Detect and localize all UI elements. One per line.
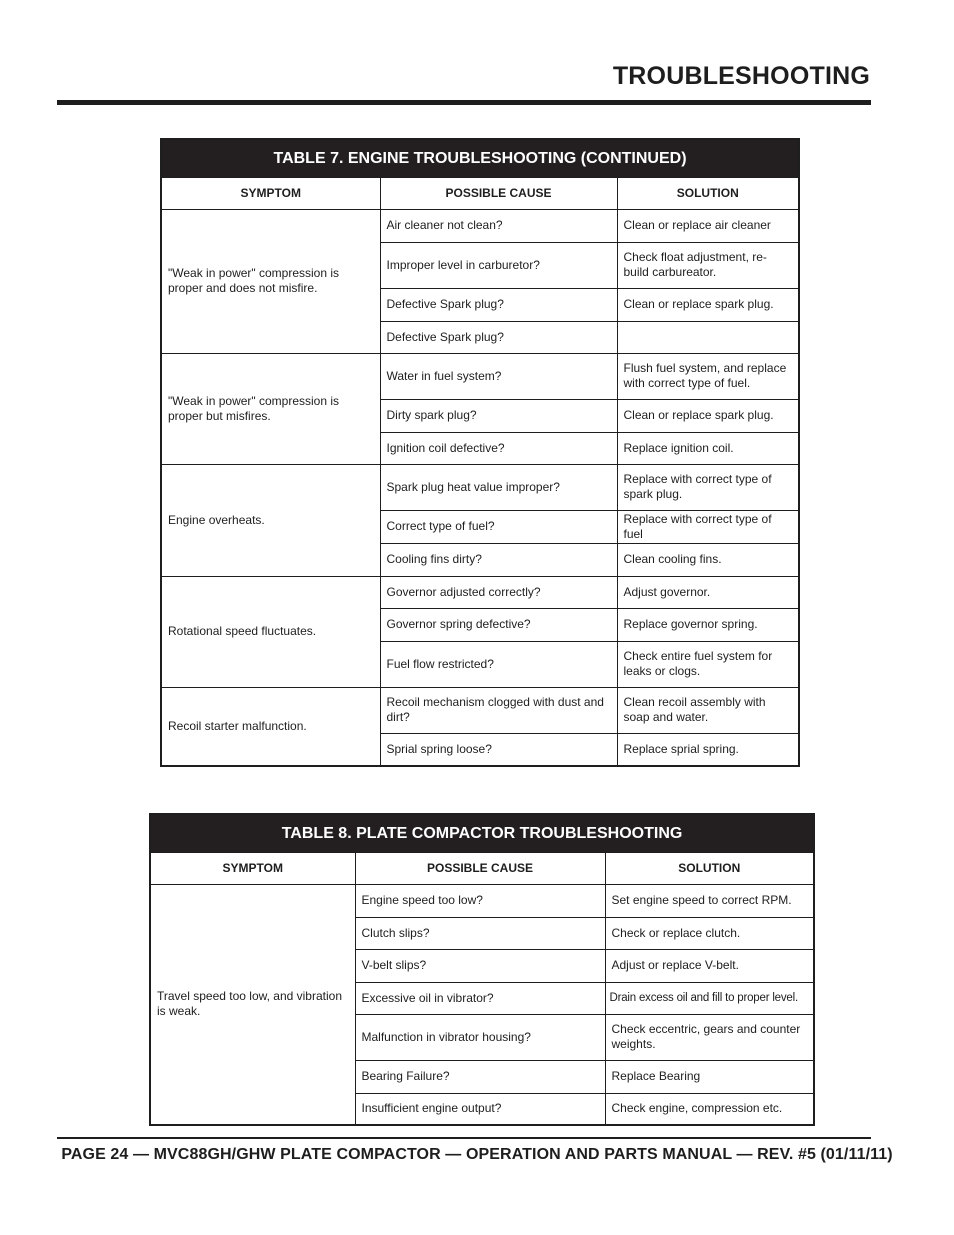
cause-cell: Improper level in carburetor? — [380, 242, 617, 288]
table-row — [161, 576, 799, 608]
plate-compactor-troubleshooting-table — [149, 813, 815, 1126]
solution-cell: Replace governor spring. — [617, 608, 799, 641]
cause-cell: Defective Spark plug? — [380, 321, 617, 353]
solution-cell: Replace sprial spring. — [617, 733, 799, 766]
solution-cell: Check or replace clutch. — [605, 917, 814, 949]
symptom-cell: "Weak in power" compression is proper and does not misfire. — [161, 209, 380, 353]
cause-cell: Engine speed too low? — [355, 884, 605, 917]
symptom-cell: Recoil starter malfunction. — [161, 687, 380, 766]
table-row — [161, 687, 799, 733]
column-header-symptom: SYMPTOM — [161, 177, 380, 209]
cause-cell: Insufficient engine output? — [355, 1093, 605, 1125]
solution-cell: Replace Bearing — [605, 1060, 814, 1093]
page-footer: PAGE 24 — MVC88GH/GHW PLATE COMPACTOR — OPERATION AND PARTS MANUAL — REV. #5 (01/11/11) — [61, 1146, 893, 1163]
solution-cell: Clean or replace air cleaner — [617, 209, 799, 242]
table-row — [161, 209, 799, 242]
solution-cell: Clean or replace spark plug. — [617, 288, 799, 321]
footer-rule — [57, 1137, 871, 1139]
solution-cell: Clean or replace spark plug. — [617, 399, 799, 432]
cause-cell: Clutch slips? — [355, 917, 605, 949]
header-rule — [57, 100, 871, 105]
column-header-cause: POSSIBLE CAUSE — [355, 852, 605, 884]
cause-cell: Recoil mechanism clogged with dust and dirt? — [380, 687, 617, 733]
symptom-cell: Engine overheats. — [161, 464, 380, 576]
cause-cell: Governor spring defective? — [380, 608, 617, 641]
solution-cell: Check eccentric, gears and counter weights. — [605, 1014, 814, 1060]
engine-troubleshooting-table — [160, 138, 800, 767]
solution-cell: Clean cooling fins. — [617, 543, 799, 576]
symptom-cell: Rotational speed fluctuates. — [161, 576, 380, 687]
column-header-solution: SOLUTION — [617, 177, 799, 209]
table-caption: TABLE 8. PLATE COMPACTOR TROUBLESHOOTING — [150, 814, 814, 852]
cause-cell: Water in fuel system? — [380, 353, 617, 399]
solution-cell: Replace with correct type of fuel — [617, 510, 799, 543]
solution-cell: Drain excess oil and fill to proper level. — [605, 982, 814, 1014]
cause-cell: Defective Spark plug? — [380, 288, 617, 321]
cause-cell: V-belt slips? — [355, 949, 605, 982]
cause-cell: Spark plug heat value improper? — [380, 464, 617, 510]
page-title: TROUBLESHOOTING — [612, 62, 870, 90]
table-row — [150, 884, 814, 917]
symptom-cell: "Weak in power" compression is proper but misfires. — [161, 353, 380, 464]
cause-cell: Cooling fins dirty? — [380, 543, 617, 576]
solution-cell: Adjust or replace V-belt. — [605, 949, 814, 982]
cause-cell: Ignition coil defective? — [380, 432, 617, 464]
solution-cell: Replace with correct type of spark plug. — [617, 464, 799, 510]
column-header-symptom: SYMPTOM — [150, 852, 355, 884]
symptom-cell: Travel speed too low, and vibration is weak. — [150, 884, 355, 1125]
solution-cell: Adjust governor. — [617, 576, 799, 608]
table-row — [161, 353, 799, 399]
cause-cell: Governor adjusted correctly? — [380, 576, 617, 608]
cause-cell: Dirty spark plug? — [380, 399, 617, 432]
solution-cell — [617, 321, 799, 353]
solution-cell: Check engine, compression etc. — [605, 1093, 814, 1125]
cause-cell: Excessive oil in vibrator? — [355, 982, 605, 1014]
cause-cell: Malfunction in vibrator housing? — [355, 1014, 605, 1060]
cause-cell: Bearing Failure? — [355, 1060, 605, 1093]
solution-cell: Replace ignition coil. — [617, 432, 799, 464]
column-header-solution: SOLUTION — [605, 852, 814, 884]
table-row — [161, 464, 799, 510]
cause-cell: Air cleaner not clean? — [380, 209, 617, 242]
table-caption: TABLE 7. ENGINE TROUBLESHOOTING (CONTINUED) — [161, 139, 799, 177]
solution-cell: Flush fuel system, and replace with correct type of fuel. — [617, 353, 799, 399]
column-header-cause: POSSIBLE CAUSE — [380, 177, 617, 209]
solution-cell: Check entire fuel system for leaks or clogs. — [617, 641, 799, 687]
solution-cell: Set engine speed to correct RPM. — [605, 884, 814, 917]
cause-cell: Fuel flow restricted? — [380, 641, 617, 687]
solution-cell: Check float adjustment, re-build carbureator. — [617, 242, 799, 288]
cause-cell: Correct type of fuel? — [380, 510, 617, 543]
cause-cell: Sprial spring loose? — [380, 733, 617, 766]
solution-cell: Clean recoil assembly with soap and water. — [617, 687, 799, 733]
